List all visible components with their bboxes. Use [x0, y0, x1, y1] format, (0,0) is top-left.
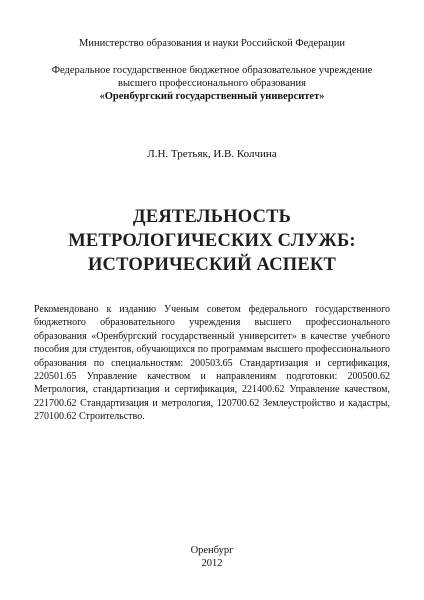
ministry-line: Министерство образования и науки Российской Федерации — [79, 38, 345, 49]
publication-city: Оренбург — [190, 545, 234, 556]
recommendation-paragraph: Рекомендовано к изданию Ученым советом федерального государственного бюджетного образовательного учреждения высшего профессионального образования «Оренбургский государственный университет» в качестве учебного пособия для студентов, обучающихся по программам высшего профессионального образования по специальностям: 200503.65 Стандартизация и сертификация, 220501.65 Управление качеством и направлениям подготовки: 200500.62 Метрология, стандартизация и сертификация, 221400.62 Управление качеством, 221700.62 Стандартизация и метрология, 120700.62 Землеустройство и кадастры, 270100.62 Строительство. — [34, 304, 390, 423]
authors: Л.Н. Третьяк, И.В. Колчина — [147, 148, 277, 160]
book-title-line-3: ИСТОРИЧЕСКИЙ АСПЕКТ — [87, 255, 337, 275]
institution-line-2: высшего профессионального образования — [118, 78, 306, 89]
book-title-line-1: ДЕЯТЕЛЬНОСТЬ — [132, 207, 292, 227]
book-title-line-2: МЕТРОЛОГИЧЕСКИХ СЛУЖБ: — [68, 231, 356, 251]
university-name: «Оренбургский государственный университет» — [99, 91, 325, 102]
institution-line-1: Федеральное государственное бюджетное образовательное учреждение — [51, 65, 373, 76]
publication-year: 2012 — [201, 558, 223, 569]
